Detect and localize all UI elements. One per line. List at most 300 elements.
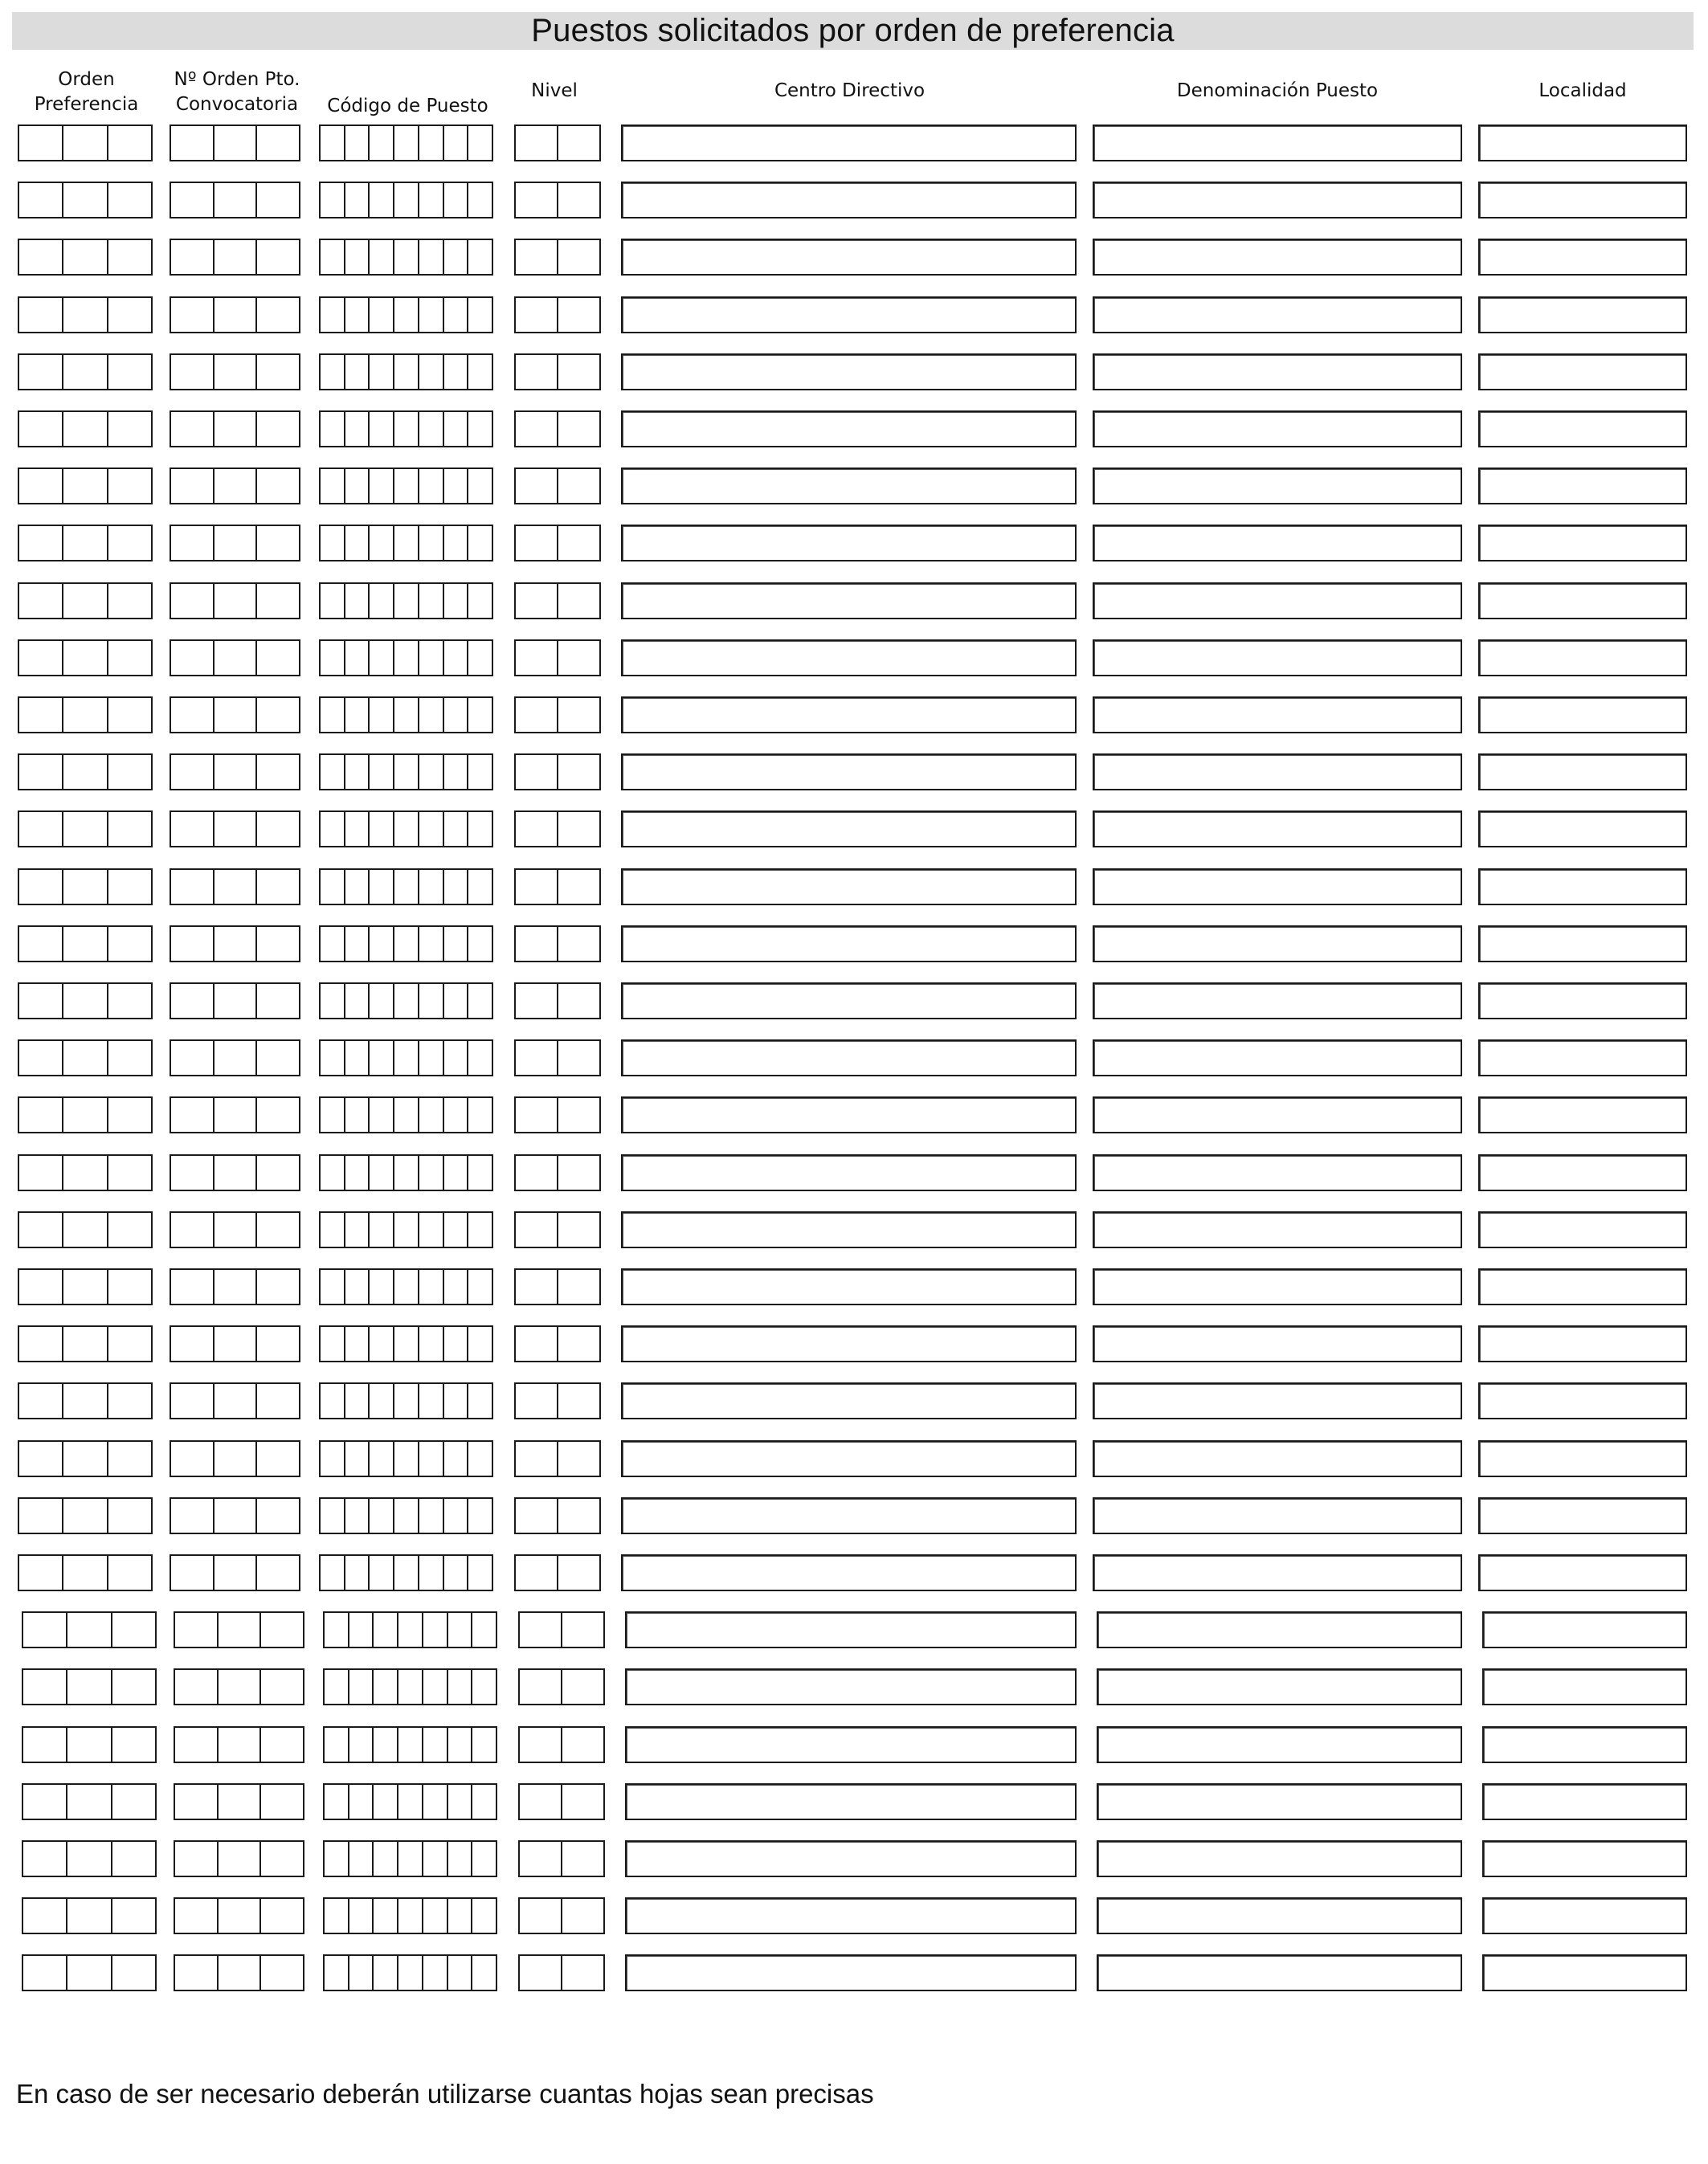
codigo-puesto-digit-box[interactable] bbox=[368, 1384, 393, 1418]
n-orden-convocatoria-digit-box[interactable] bbox=[213, 1156, 256, 1190]
denominacion-puesto-field[interactable] bbox=[1093, 1268, 1462, 1305]
orden-preferencia-digit-box[interactable] bbox=[19, 240, 62, 274]
n-orden-convocatoria-digit-box[interactable] bbox=[213, 1556, 256, 1590]
denominacion-puesto-field[interactable] bbox=[1093, 582, 1462, 619]
nivel-digit-box[interactable] bbox=[557, 126, 599, 160]
nivel-digit-box[interactable] bbox=[557, 1270, 599, 1304]
n-orden-convocatoria-digit-box[interactable] bbox=[217, 1670, 260, 1704]
codigo-puesto-digit-box[interactable] bbox=[325, 1842, 348, 1876]
n-orden-convocatoria-digit-box[interactable] bbox=[171, 1442, 213, 1476]
centro-directivo-field[interactable] bbox=[625, 1726, 1077, 1763]
codigo-puesto-digit-box[interactable] bbox=[368, 1098, 393, 1132]
codigo-puesto-digit-box[interactable] bbox=[418, 1327, 443, 1361]
n-orden-convocatoria-digit-box[interactable] bbox=[255, 1442, 299, 1476]
codigo-puesto-digit-box[interactable] bbox=[471, 1670, 496, 1704]
localidad-field[interactable] bbox=[1478, 753, 1687, 790]
codigo-puesto-digit-box[interactable] bbox=[471, 1842, 496, 1876]
orden-preferencia-digit-box[interactable] bbox=[23, 1613, 66, 1647]
codigo-puesto-digit-box[interactable] bbox=[372, 1956, 397, 1990]
codigo-puesto-digit-box[interactable] bbox=[372, 1785, 397, 1819]
centro-directivo-field[interactable] bbox=[621, 353, 1077, 390]
codigo-puesto-digit-box[interactable] bbox=[443, 698, 468, 732]
orden-preferencia-digit-box[interactable] bbox=[111, 1728, 155, 1762]
orden-preferencia-digit-box[interactable] bbox=[62, 984, 106, 1018]
localidad-field[interactable] bbox=[1482, 1783, 1687, 1820]
codigo-puesto-digit-box[interactable] bbox=[418, 1384, 443, 1418]
n-orden-convocatoria-digit-box[interactable] bbox=[213, 1442, 256, 1476]
codigo-puesto-digit-box[interactable] bbox=[344, 240, 369, 274]
orden-preferencia-digit-box[interactable] bbox=[19, 355, 62, 389]
codigo-puesto-digit-box[interactable] bbox=[467, 870, 492, 904]
codigo-puesto-digit-box[interactable] bbox=[471, 1785, 496, 1819]
localidad-field[interactable] bbox=[1478, 868, 1687, 905]
localidad-field[interactable] bbox=[1478, 1325, 1687, 1362]
orden-preferencia-digit-box[interactable] bbox=[19, 755, 62, 789]
localidad-field[interactable] bbox=[1478, 1554, 1687, 1591]
codigo-puesto-digit-box[interactable] bbox=[321, 1499, 344, 1533]
orden-preferencia-digit-box[interactable] bbox=[19, 984, 62, 1018]
centro-directivo-field[interactable] bbox=[621, 1211, 1077, 1248]
orden-preferencia-digit-box[interactable] bbox=[107, 298, 151, 332]
orden-preferencia-digit-box[interactable] bbox=[107, 641, 151, 675]
nivel-digit-box[interactable] bbox=[516, 1442, 557, 1476]
nivel-digit-box[interactable] bbox=[516, 1327, 557, 1361]
n-orden-convocatoria-digit-box[interactable] bbox=[171, 1556, 213, 1590]
codigo-puesto-digit-box[interactable] bbox=[393, 812, 418, 846]
orden-preferencia-digit-box[interactable] bbox=[19, 641, 62, 675]
codigo-puesto-digit-box[interactable] bbox=[344, 584, 369, 618]
n-orden-convocatoria-digit-box[interactable] bbox=[255, 1213, 299, 1247]
codigo-puesto-digit-box[interactable] bbox=[393, 183, 418, 217]
codigo-puesto-digit-box[interactable] bbox=[418, 698, 443, 732]
localidad-field[interactable] bbox=[1478, 810, 1687, 847]
n-orden-convocatoria-digit-box[interactable] bbox=[255, 469, 299, 503]
codigo-puesto-digit-box[interactable] bbox=[443, 927, 468, 961]
orden-preferencia-digit-box[interactable] bbox=[107, 1327, 151, 1361]
codigo-puesto-digit-box[interactable] bbox=[321, 584, 344, 618]
codigo-puesto-digit-box[interactable] bbox=[418, 298, 443, 332]
orden-preferencia-digit-box[interactable] bbox=[19, 812, 62, 846]
codigo-puesto-digit-box[interactable] bbox=[368, 584, 393, 618]
n-orden-convocatoria-digit-box[interactable] bbox=[213, 469, 256, 503]
n-orden-convocatoria-digit-box[interactable] bbox=[255, 526, 299, 560]
n-orden-convocatoria-digit-box[interactable] bbox=[171, 1384, 213, 1418]
codigo-puesto-digit-box[interactable] bbox=[344, 183, 369, 217]
n-orden-convocatoria-digit-box[interactable] bbox=[213, 298, 256, 332]
n-orden-convocatoria-digit-box[interactable] bbox=[255, 298, 299, 332]
n-orden-convocatoria-digit-box[interactable] bbox=[171, 355, 213, 389]
centro-directivo-field[interactable] bbox=[621, 925, 1077, 962]
codigo-puesto-digit-box[interactable] bbox=[471, 1899, 496, 1933]
orden-preferencia-digit-box[interactable] bbox=[107, 870, 151, 904]
codigo-puesto-digit-box[interactable] bbox=[418, 641, 443, 675]
nivel-digit-box[interactable] bbox=[561, 1670, 603, 1704]
centro-directivo-field[interactable] bbox=[621, 1554, 1077, 1591]
codigo-puesto-digit-box[interactable] bbox=[321, 183, 344, 217]
nivel-digit-box[interactable] bbox=[520, 1842, 561, 1876]
centro-directivo-field[interactable] bbox=[621, 410, 1077, 447]
codigo-puesto-digit-box[interactable] bbox=[393, 927, 418, 961]
codigo-puesto-digit-box[interactable] bbox=[344, 984, 369, 1018]
denominacion-puesto-field[interactable] bbox=[1093, 525, 1462, 561]
codigo-puesto-digit-box[interactable] bbox=[443, 812, 468, 846]
codigo-puesto-digit-box[interactable] bbox=[368, 1213, 393, 1247]
orden-preferencia-digit-box[interactable] bbox=[66, 1728, 110, 1762]
nivel-digit-box[interactable] bbox=[557, 870, 599, 904]
nivel-digit-box[interactable] bbox=[516, 240, 557, 274]
codigo-puesto-digit-box[interactable] bbox=[368, 984, 393, 1018]
centro-directivo-field[interactable] bbox=[621, 239, 1077, 276]
denominacion-puesto-field[interactable] bbox=[1093, 1325, 1462, 1362]
codigo-puesto-digit-box[interactable] bbox=[372, 1899, 397, 1933]
codigo-puesto-digit-box[interactable] bbox=[443, 298, 468, 332]
centro-directivo-field[interactable] bbox=[621, 468, 1077, 504]
orden-preferencia-digit-box[interactable] bbox=[19, 1041, 62, 1075]
orden-preferencia-digit-box[interactable] bbox=[107, 984, 151, 1018]
n-orden-convocatoria-digit-box[interactable] bbox=[213, 526, 256, 560]
nivel-digit-box[interactable] bbox=[557, 298, 599, 332]
orden-preferencia-digit-box[interactable] bbox=[62, 1098, 106, 1132]
codigo-puesto-digit-box[interactable] bbox=[422, 1842, 447, 1876]
orden-preferencia-digit-box[interactable] bbox=[62, 1327, 106, 1361]
codigo-puesto-digit-box[interactable] bbox=[393, 355, 418, 389]
centro-directivo-field[interactable] bbox=[621, 1382, 1077, 1419]
codigo-puesto-digit-box[interactable] bbox=[325, 1785, 348, 1819]
codigo-puesto-digit-box[interactable] bbox=[393, 412, 418, 446]
orden-preferencia-digit-box[interactable] bbox=[107, 1041, 151, 1075]
codigo-puesto-digit-box[interactable] bbox=[368, 355, 393, 389]
n-orden-convocatoria-digit-box[interactable] bbox=[171, 126, 213, 160]
codigo-puesto-digit-box[interactable] bbox=[418, 1156, 443, 1190]
orden-preferencia-digit-box[interactable] bbox=[107, 698, 151, 732]
codigo-puesto-digit-box[interactable] bbox=[321, 755, 344, 789]
codigo-puesto-digit-box[interactable] bbox=[467, 584, 492, 618]
nivel-digit-box[interactable] bbox=[557, 927, 599, 961]
orden-preferencia-digit-box[interactable] bbox=[62, 126, 106, 160]
nivel-digit-box[interactable] bbox=[557, 812, 599, 846]
codigo-puesto-digit-box[interactable] bbox=[443, 469, 468, 503]
n-orden-convocatoria-digit-box[interactable] bbox=[171, 298, 213, 332]
n-orden-convocatoria-digit-box[interactable] bbox=[255, 1156, 299, 1190]
centro-directivo-field[interactable] bbox=[621, 1154, 1077, 1191]
nivel-digit-box[interactable] bbox=[557, 183, 599, 217]
denominacion-puesto-field[interactable] bbox=[1093, 182, 1462, 218]
n-orden-convocatoria-digit-box[interactable] bbox=[259, 1899, 303, 1933]
orden-preferencia-digit-box[interactable] bbox=[107, 755, 151, 789]
orden-preferencia-digit-box[interactable] bbox=[62, 412, 106, 446]
n-orden-convocatoria-digit-box[interactable] bbox=[171, 641, 213, 675]
denominacion-puesto-field[interactable] bbox=[1093, 1382, 1462, 1419]
codigo-puesto-digit-box[interactable] bbox=[321, 870, 344, 904]
codigo-puesto-digit-box[interactable] bbox=[348, 1785, 373, 1819]
codigo-puesto-digit-box[interactable] bbox=[344, 1156, 369, 1190]
orden-preferencia-digit-box[interactable] bbox=[23, 1785, 66, 1819]
n-orden-convocatoria-digit-box[interactable] bbox=[171, 584, 213, 618]
n-orden-convocatoria-digit-box[interactable] bbox=[213, 927, 256, 961]
codigo-puesto-digit-box[interactable] bbox=[344, 1041, 369, 1075]
n-orden-convocatoria-digit-box[interactable] bbox=[171, 812, 213, 846]
n-orden-convocatoria-digit-box[interactable] bbox=[213, 1041, 256, 1075]
orden-preferencia-digit-box[interactable] bbox=[107, 240, 151, 274]
codigo-puesto-digit-box[interactable] bbox=[422, 1613, 447, 1647]
codigo-puesto-digit-box[interactable] bbox=[443, 1270, 468, 1304]
codigo-puesto-digit-box[interactable] bbox=[368, 240, 393, 274]
centro-directivo-field[interactable] bbox=[621, 868, 1077, 905]
n-orden-convocatoria-digit-box[interactable] bbox=[213, 984, 256, 1018]
nivel-digit-box[interactable] bbox=[557, 755, 599, 789]
nivel-digit-box[interactable] bbox=[520, 1785, 561, 1819]
orden-preferencia-digit-box[interactable] bbox=[19, 1384, 62, 1418]
orden-preferencia-digit-box[interactable] bbox=[66, 1613, 110, 1647]
orden-preferencia-digit-box[interactable] bbox=[62, 870, 106, 904]
orden-preferencia-digit-box[interactable] bbox=[107, 1098, 151, 1132]
codigo-puesto-digit-box[interactable] bbox=[418, 412, 443, 446]
orden-preferencia-digit-box[interactable] bbox=[66, 1956, 110, 1990]
orden-preferencia-digit-box[interactable] bbox=[19, 1213, 62, 1247]
codigo-puesto-digit-box[interactable] bbox=[467, 240, 492, 274]
n-orden-convocatoria-digit-box[interactable] bbox=[175, 1956, 217, 1990]
orden-preferencia-digit-box[interactable] bbox=[66, 1842, 110, 1876]
codigo-puesto-digit-box[interactable] bbox=[348, 1728, 373, 1762]
codigo-puesto-digit-box[interactable] bbox=[418, 355, 443, 389]
codigo-puesto-digit-box[interactable] bbox=[418, 1213, 443, 1247]
orden-preferencia-digit-box[interactable] bbox=[19, 584, 62, 618]
orden-preferencia-digit-box[interactable] bbox=[62, 1384, 106, 1418]
codigo-puesto-digit-box[interactable] bbox=[321, 1041, 344, 1075]
localidad-field[interactable] bbox=[1478, 696, 1687, 733]
codigo-puesto-digit-box[interactable] bbox=[393, 1041, 418, 1075]
codigo-puesto-digit-box[interactable] bbox=[393, 240, 418, 274]
codigo-puesto-digit-box[interactable] bbox=[368, 126, 393, 160]
orden-preferencia-digit-box[interactable] bbox=[107, 812, 151, 846]
denominacion-puesto-field[interactable] bbox=[1097, 1840, 1462, 1877]
codigo-puesto-digit-box[interactable] bbox=[443, 126, 468, 160]
orden-preferencia-digit-box[interactable] bbox=[107, 1556, 151, 1590]
n-orden-convocatoria-digit-box[interactable] bbox=[217, 1842, 260, 1876]
nivel-digit-box[interactable] bbox=[516, 1556, 557, 1590]
nivel-digit-box[interactable] bbox=[516, 412, 557, 446]
codigo-puesto-digit-box[interactable] bbox=[344, 641, 369, 675]
n-orden-convocatoria-digit-box[interactable] bbox=[255, 870, 299, 904]
centro-directivo-field[interactable] bbox=[621, 1497, 1077, 1534]
orden-preferencia-digit-box[interactable] bbox=[19, 183, 62, 217]
codigo-puesto-digit-box[interactable] bbox=[443, 1556, 468, 1590]
n-orden-convocatoria-digit-box[interactable] bbox=[175, 1899, 217, 1933]
codigo-puesto-digit-box[interactable] bbox=[447, 1613, 472, 1647]
codigo-puesto-digit-box[interactable] bbox=[443, 183, 468, 217]
codigo-puesto-digit-box[interactable] bbox=[467, 1213, 492, 1247]
centro-directivo-field[interactable] bbox=[621, 182, 1077, 218]
codigo-puesto-digit-box[interactable] bbox=[467, 126, 492, 160]
codigo-puesto-digit-box[interactable] bbox=[422, 1670, 447, 1704]
codigo-puesto-digit-box[interactable] bbox=[393, 298, 418, 332]
centro-directivo-field[interactable] bbox=[621, 753, 1077, 790]
orden-preferencia-digit-box[interactable] bbox=[19, 927, 62, 961]
codigo-puesto-digit-box[interactable] bbox=[344, 812, 369, 846]
codigo-puesto-digit-box[interactable] bbox=[344, 870, 369, 904]
orden-preferencia-digit-box[interactable] bbox=[19, 526, 62, 560]
codigo-puesto-digit-box[interactable] bbox=[393, 641, 418, 675]
codigo-puesto-digit-box[interactable] bbox=[321, 355, 344, 389]
n-orden-convocatoria-digit-box[interactable] bbox=[171, 412, 213, 446]
denominacion-puesto-field[interactable] bbox=[1093, 753, 1462, 790]
n-orden-convocatoria-digit-box[interactable] bbox=[171, 1327, 213, 1361]
codigo-puesto-digit-box[interactable] bbox=[321, 812, 344, 846]
nivel-digit-box[interactable] bbox=[557, 1041, 599, 1075]
codigo-puesto-digit-box[interactable] bbox=[443, 641, 468, 675]
nivel-digit-box[interactable] bbox=[557, 355, 599, 389]
codigo-puesto-digit-box[interactable] bbox=[422, 1728, 447, 1762]
n-orden-convocatoria-digit-box[interactable] bbox=[255, 1327, 299, 1361]
codigo-puesto-digit-box[interactable] bbox=[443, 1327, 468, 1361]
orden-preferencia-digit-box[interactable] bbox=[62, 641, 106, 675]
codigo-puesto-digit-box[interactable] bbox=[418, 469, 443, 503]
nivel-digit-box[interactable] bbox=[516, 1384, 557, 1418]
codigo-puesto-digit-box[interactable] bbox=[321, 126, 344, 160]
nivel-digit-box[interactable] bbox=[557, 1556, 599, 1590]
n-orden-convocatoria-digit-box[interactable] bbox=[255, 641, 299, 675]
n-orden-convocatoria-digit-box[interactable] bbox=[213, 1499, 256, 1533]
codigo-puesto-digit-box[interactable] bbox=[418, 240, 443, 274]
nivel-digit-box[interactable] bbox=[516, 526, 557, 560]
nivel-digit-box[interactable] bbox=[557, 984, 599, 1018]
nivel-digit-box[interactable] bbox=[520, 1956, 561, 1990]
n-orden-convocatoria-digit-box[interactable] bbox=[217, 1613, 260, 1647]
denominacion-puesto-field[interactable] bbox=[1093, 868, 1462, 905]
nivel-digit-box[interactable] bbox=[516, 183, 557, 217]
localidad-field[interactable] bbox=[1478, 296, 1687, 333]
codigo-puesto-digit-box[interactable] bbox=[443, 1098, 468, 1132]
codigo-puesto-digit-box[interactable] bbox=[393, 469, 418, 503]
codigo-puesto-digit-box[interactable] bbox=[348, 1899, 373, 1933]
codigo-puesto-digit-box[interactable] bbox=[467, 412, 492, 446]
nivel-digit-box[interactable] bbox=[561, 1785, 603, 1819]
centro-directivo-field[interactable] bbox=[621, 582, 1077, 619]
codigo-puesto-digit-box[interactable] bbox=[344, 1098, 369, 1132]
orden-preferencia-digit-box[interactable] bbox=[23, 1670, 66, 1704]
n-orden-convocatoria-digit-box[interactable] bbox=[171, 870, 213, 904]
orden-preferencia-digit-box[interactable] bbox=[23, 1728, 66, 1762]
nivel-digit-box[interactable] bbox=[561, 1956, 603, 1990]
codigo-puesto-digit-box[interactable] bbox=[443, 240, 468, 274]
codigo-puesto-digit-box[interactable] bbox=[467, 812, 492, 846]
codigo-puesto-digit-box[interactable] bbox=[393, 1327, 418, 1361]
n-orden-convocatoria-digit-box[interactable] bbox=[255, 984, 299, 1018]
n-orden-convocatoria-digit-box[interactable] bbox=[213, 1384, 256, 1418]
n-orden-convocatoria-digit-box[interactable] bbox=[213, 641, 256, 675]
codigo-puesto-digit-box[interactable] bbox=[393, 755, 418, 789]
orden-preferencia-digit-box[interactable] bbox=[107, 1213, 151, 1247]
codigo-puesto-digit-box[interactable] bbox=[467, 1098, 492, 1132]
codigo-puesto-digit-box[interactable] bbox=[368, 1270, 393, 1304]
codigo-puesto-digit-box[interactable] bbox=[393, 1384, 418, 1418]
n-orden-convocatoria-digit-box[interactable] bbox=[213, 126, 256, 160]
n-orden-convocatoria-digit-box[interactable] bbox=[255, 584, 299, 618]
codigo-puesto-digit-box[interactable] bbox=[321, 1156, 344, 1190]
denominacion-puesto-field[interactable] bbox=[1097, 1611, 1462, 1648]
centro-directivo-field[interactable] bbox=[621, 1039, 1077, 1076]
denominacion-puesto-field[interactable] bbox=[1097, 1783, 1462, 1820]
codigo-puesto-digit-box[interactable] bbox=[325, 1956, 348, 1990]
codigo-puesto-digit-box[interactable] bbox=[418, 1098, 443, 1132]
localidad-field[interactable] bbox=[1478, 468, 1687, 504]
codigo-puesto-digit-box[interactable] bbox=[467, 298, 492, 332]
localidad-field[interactable] bbox=[1482, 1726, 1687, 1763]
localidad-field[interactable] bbox=[1478, 1497, 1687, 1534]
codigo-puesto-digit-box[interactable] bbox=[393, 1270, 418, 1304]
codigo-puesto-digit-box[interactable] bbox=[325, 1899, 348, 1933]
codigo-puesto-digit-box[interactable] bbox=[321, 240, 344, 274]
codigo-puesto-digit-box[interactable] bbox=[397, 1956, 422, 1990]
n-orden-convocatoria-digit-box[interactable] bbox=[171, 1041, 213, 1075]
codigo-puesto-digit-box[interactable] bbox=[348, 1842, 373, 1876]
codigo-puesto-digit-box[interactable] bbox=[471, 1956, 496, 1990]
orden-preferencia-digit-box[interactable] bbox=[19, 698, 62, 732]
centro-directivo-field[interactable] bbox=[621, 696, 1077, 733]
codigo-puesto-digit-box[interactable] bbox=[368, 412, 393, 446]
orden-preferencia-digit-box[interactable] bbox=[19, 412, 62, 446]
orden-preferencia-digit-box[interactable] bbox=[62, 526, 106, 560]
codigo-puesto-digit-box[interactable] bbox=[344, 1442, 369, 1476]
denominacion-puesto-field[interactable] bbox=[1093, 1096, 1462, 1133]
codigo-puesto-digit-box[interactable] bbox=[397, 1785, 422, 1819]
codigo-puesto-digit-box[interactable] bbox=[393, 1098, 418, 1132]
n-orden-convocatoria-digit-box[interactable] bbox=[175, 1842, 217, 1876]
nivel-digit-box[interactable] bbox=[516, 298, 557, 332]
n-orden-convocatoria-digit-box[interactable] bbox=[171, 1156, 213, 1190]
codigo-puesto-digit-box[interactable] bbox=[368, 183, 393, 217]
n-orden-convocatoria-digit-box[interactable] bbox=[217, 1956, 260, 1990]
n-orden-convocatoria-digit-box[interactable] bbox=[213, 1213, 256, 1247]
n-orden-convocatoria-digit-box[interactable] bbox=[213, 698, 256, 732]
n-orden-convocatoria-digit-box[interactable] bbox=[213, 812, 256, 846]
orden-preferencia-digit-box[interactable] bbox=[111, 1899, 155, 1933]
centro-directivo-field[interactable] bbox=[621, 525, 1077, 561]
codigo-puesto-digit-box[interactable] bbox=[393, 1156, 418, 1190]
nivel-digit-box[interactable] bbox=[520, 1613, 561, 1647]
n-orden-convocatoria-digit-box[interactable] bbox=[255, 1499, 299, 1533]
n-orden-convocatoria-digit-box[interactable] bbox=[255, 812, 299, 846]
codigo-puesto-digit-box[interactable] bbox=[368, 641, 393, 675]
codigo-puesto-digit-box[interactable] bbox=[344, 1499, 369, 1533]
denominacion-puesto-field[interactable] bbox=[1093, 639, 1462, 676]
n-orden-convocatoria-digit-box[interactable] bbox=[255, 1098, 299, 1132]
denominacion-puesto-field[interactable] bbox=[1097, 1954, 1462, 1991]
codigo-puesto-digit-box[interactable] bbox=[321, 298, 344, 332]
denominacion-puesto-field[interactable] bbox=[1093, 982, 1462, 1019]
denominacion-puesto-field[interactable] bbox=[1093, 296, 1462, 333]
centro-directivo-field[interactable] bbox=[621, 125, 1077, 161]
codigo-puesto-digit-box[interactable] bbox=[422, 1899, 447, 1933]
codigo-puesto-digit-box[interactable] bbox=[467, 984, 492, 1018]
denominacion-puesto-field[interactable] bbox=[1097, 1726, 1462, 1763]
nivel-digit-box[interactable] bbox=[557, 1384, 599, 1418]
codigo-puesto-digit-box[interactable] bbox=[447, 1670, 472, 1704]
nivel-digit-box[interactable] bbox=[557, 412, 599, 446]
orden-preferencia-digit-box[interactable] bbox=[23, 1899, 66, 1933]
orden-preferencia-digit-box[interactable] bbox=[66, 1899, 110, 1933]
nivel-digit-box[interactable] bbox=[516, 812, 557, 846]
codigo-puesto-digit-box[interactable] bbox=[344, 126, 369, 160]
codigo-puesto-digit-box[interactable] bbox=[368, 526, 393, 560]
orden-preferencia-digit-box[interactable] bbox=[111, 1613, 155, 1647]
orden-preferencia-digit-box[interactable] bbox=[107, 355, 151, 389]
n-orden-convocatoria-digit-box[interactable] bbox=[255, 183, 299, 217]
orden-preferencia-digit-box[interactable] bbox=[23, 1956, 66, 1990]
codigo-puesto-digit-box[interactable] bbox=[447, 1899, 472, 1933]
codigo-puesto-digit-box[interactable] bbox=[321, 1213, 344, 1247]
n-orden-convocatoria-digit-box[interactable] bbox=[175, 1785, 217, 1819]
